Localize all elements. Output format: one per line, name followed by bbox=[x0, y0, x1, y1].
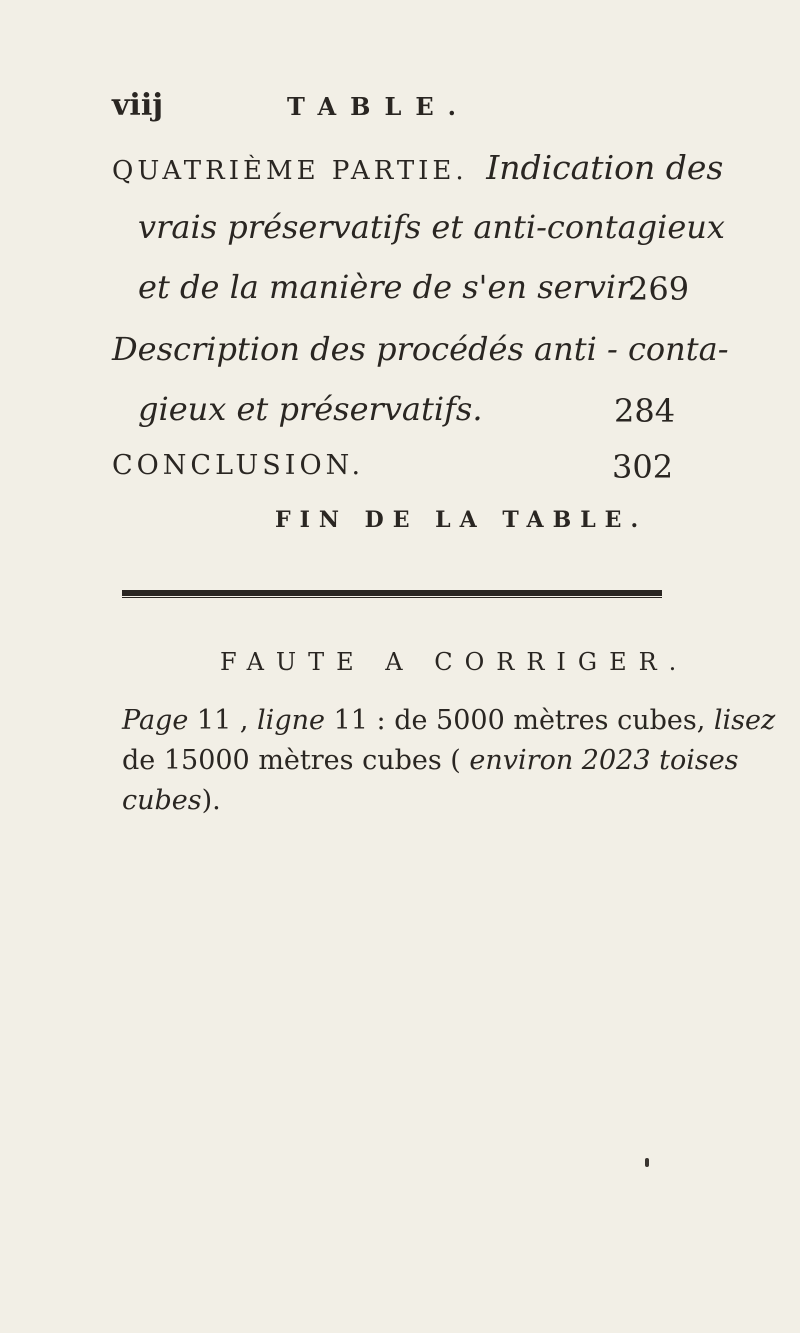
page-header bbox=[112, 88, 672, 128]
errata-text: lisez bbox=[713, 705, 776, 736]
entry-title-line: gieux et préservatifs. bbox=[138, 390, 483, 428]
divider-rule-thin bbox=[122, 597, 662, 598]
errata-line bbox=[122, 745, 739, 776]
errata-text: 11 : bbox=[333, 705, 386, 736]
end-of-table-heading: FIN DE LA TABLE. bbox=[275, 507, 648, 533]
errata-line bbox=[122, 705, 775, 736]
errata-heading: FAUTE A CORRIGER. bbox=[220, 648, 689, 676]
errata-text: Page bbox=[122, 705, 189, 736]
page-number: 284 bbox=[614, 392, 676, 430]
errata-text: cubes bbox=[122, 785, 202, 816]
entry-title-line: vrais préservatifs et anti-contagieux bbox=[138, 208, 725, 246]
entry-lead-caps: CONCLUSION. bbox=[112, 450, 365, 481]
entry-title-line: Indication des bbox=[486, 148, 724, 187]
running-title: TABLE. bbox=[287, 92, 470, 121]
errata-line bbox=[122, 785, 221, 816]
ink-speck bbox=[645, 1158, 649, 1167]
errata-text: de 5000 mètres cubes, bbox=[394, 705, 706, 736]
page-number: 269 bbox=[628, 270, 690, 308]
folio-number: viij bbox=[112, 88, 164, 123]
divider-rule bbox=[122, 590, 662, 596]
errata-text: de 15000 mètres cubes ( bbox=[122, 745, 461, 776]
errata-text: ligne bbox=[257, 705, 325, 736]
entry-title-line: et de la manière de s'en servir. bbox=[138, 268, 639, 306]
errata-text: 11 , bbox=[196, 705, 249, 736]
entry-title-line: Description des procédés anti - conta- bbox=[112, 330, 729, 368]
errata-text: environ 2023 toises bbox=[469, 745, 739, 776]
page-number: 302 bbox=[612, 448, 674, 486]
entry-lead-caps: QUATRIÈME PARTIE. bbox=[112, 156, 468, 186]
errata-text: ). bbox=[201, 785, 221, 816]
